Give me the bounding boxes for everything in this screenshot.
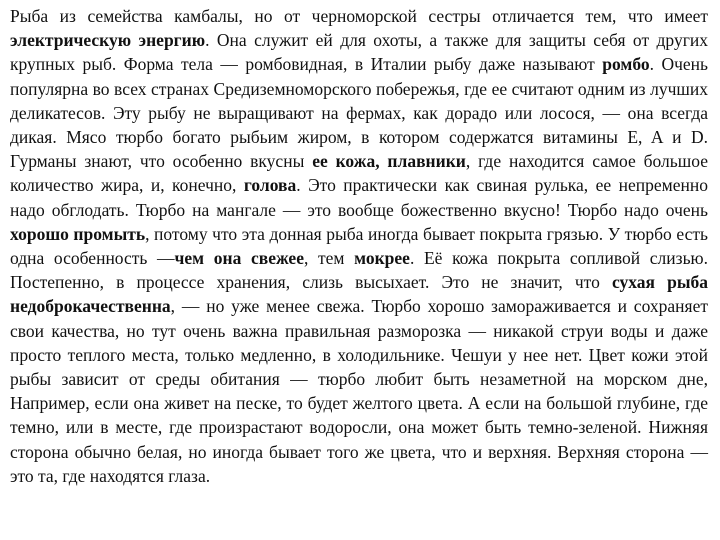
text-run: , потому что эта донная рыба иногда бывает покрыта грязью. У тюрбо есть одна особенность — [10, 223, 708, 269]
bold-text-run: электрическую энергию [10, 30, 206, 51]
bold-text-run: мокрее [354, 248, 410, 269]
text-run: . Её кожа покрыта сопливой слизью. Постепенно, в процессе хранения, слизь высыхает. Это не значит, что [10, 248, 708, 293]
bold-text-run: голова [243, 175, 297, 196]
bold-text-run: чем она свежее [174, 248, 304, 269]
text-run: . Очень популярна во всех странах Средиземноморского побережья, где ее считают одним из лучших деликатесов. Эту рыбу не выращивают на фермах, как дорадо или лосося, — она всегда дикая. Мясо тюрбо богато рыбьим жиром, в котором содержатся витамины E, A и D. Гурманы знают, что особенно вкусны [10, 54, 708, 172]
bold-text-run: ромбо [602, 54, 650, 75]
text-run: . Это практически как свиная рулька, ее непременно надо обглодать. Тюрбо на мангале — это вообще божественно вкусно! Тюрбо надо очень [10, 175, 709, 220]
text-run: . Она служит ей для охоты, а также для защиты себя от других крупных рыб. Форма тела — ромбовидная, в Италии рыбу даже называют [10, 30, 708, 75]
bold-text-run: ее кожа, плавники [312, 151, 466, 172]
text-run: Рыба из семейства камбалы, но от черноморской сестры отличается тем, что имеет [10, 6, 708, 26]
text-run: , — но уже менее свежа. Тюрбо хорошо замораживается и сохраняет свои качества, но тут очень важна правильная разморозка — никакой струи воды и даже просто теплого места, только медленно, в холодильнике. Чешуи у нее нет. Цвет кожи этой рыбы зависит от среды обитания — тюрбо любит быть незаметной на морском дне, Например, если она живет на песке, то будет желтого цвета. А если на большой глубине, где темно, или в месте, где произрастают водоросли, она может быть темно-зеленой. Нижняя сторона обычно белая, но иногда бывает того же цвета, что и верхняя. Верхняя сторона — это та, где находятся глаза. [10, 296, 708, 486]
bold-text-run: хорошо промыть [10, 223, 146, 244]
body-paragraph [10, 4, 708, 488]
bold-text-run: сухая рыба недоброкачественна [10, 272, 708, 317]
text-run: , где находится самое большое количество жира, и, конечно, [10, 151, 708, 196]
text-run: , тем [303, 248, 355, 269]
